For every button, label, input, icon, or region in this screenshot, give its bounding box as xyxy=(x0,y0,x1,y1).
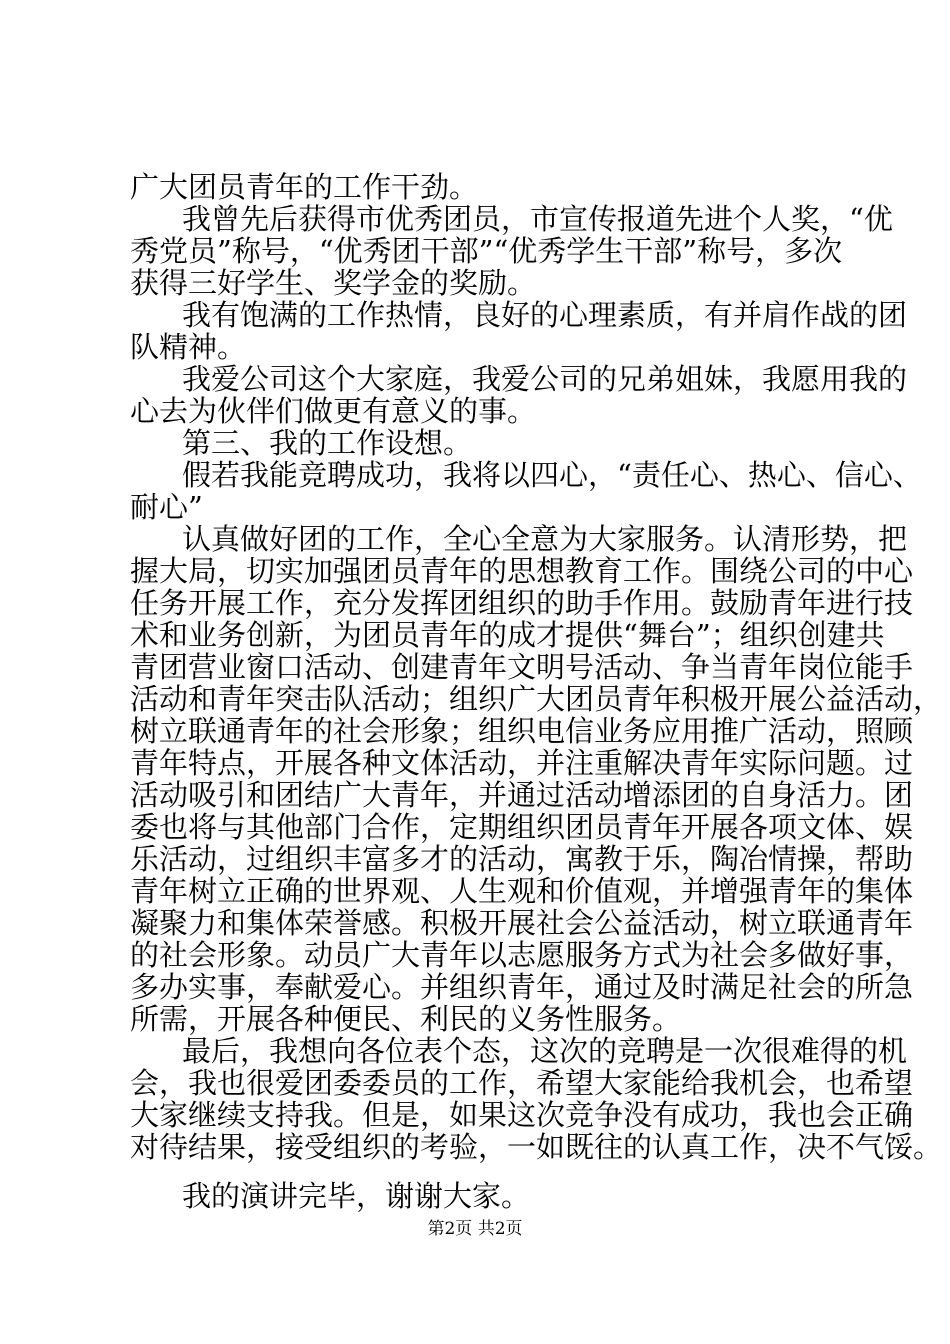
text-line: 大家继续支持我。但是，如果这次竞争没有成功，我也会正确 xyxy=(130,1098,914,1132)
text-line: 我曾先后获得市优秀团员，市宣传报道先进个人奖，“优 xyxy=(182,202,893,236)
text-line: 对待结果，接受组织的考验，一如既往的认真工作，决不气馁。 xyxy=(130,1130,943,1164)
text-line: 我有饱满的工作热情，良好的心理素质，有并肩作战的团 xyxy=(182,298,908,332)
text-line: 耐心” xyxy=(130,490,203,524)
text-line: 委也将与其他部门合作，定期组织团员青年开展各项文体、娱 xyxy=(130,810,914,844)
text-line: 青团营业窗口活动、创建青年文明号活动、争当青年岗位能手 xyxy=(130,650,914,684)
text-line: 术和业务创新，为团员青年的成才提供“舞台”；组织创建共 xyxy=(130,618,885,652)
text-line: 广大团员青年的工作干劲。 xyxy=(130,170,479,204)
text-line: 所需，开展各种便民、利民的义务性服务。 xyxy=(130,1002,682,1036)
text-line: 青年特点，开展各种文体活动，并注重解决青年实际问题。过 xyxy=(130,746,914,780)
page-number-footer: 第2页 共2页 xyxy=(427,1219,523,1239)
text-line: 活动和青年突击队活动；组织广大团员青年积极开展公益活动， xyxy=(130,682,943,716)
text-line: 假若我能竞聘成功，我将以四心，“责任心、热心、信心、 xyxy=(182,458,922,492)
text-line: 凝聚力和集体荣誉感。积极开展社会公益活动，树立联通青年 xyxy=(130,906,914,940)
text-line: 会，我也很爱团委委员的工作，希望大家能给我机会，也希望 xyxy=(130,1066,914,1100)
text-line: 乐活动，过组织丰富多才的活动，寓教于乐，陶冶情操，帮助 xyxy=(130,842,914,876)
text-line: 活动吸引和团结广大青年，并通过活动增添团的自身活力。团 xyxy=(130,778,914,812)
text-line: 树立联通青年的社会形象；组织电信业务应用推广活动，照顾 xyxy=(130,714,914,748)
text-line: 第三、我的工作设想。 xyxy=(182,426,473,460)
text-line: 多办实事，奉献爱心。并组织青年，通过及时满足社会的所急 xyxy=(130,970,914,1004)
text-line: 获得三好学生、奖学金的奖励。 xyxy=(130,266,537,300)
text-line: 握大局，切实加强团员青年的思想教育工作。围绕公司的中心 xyxy=(130,554,914,588)
text-line: 队精神。 xyxy=(130,330,247,364)
text-line: 青年树立正确的世界观、人生观和价值观，并增强青年的集体 xyxy=(130,874,914,908)
text-line: 的社会形象。动员广大青年以志愿服务方式为社会多做好事， xyxy=(130,938,914,972)
text-line: 心去为伙伴们做更有意义的事。 xyxy=(130,394,537,428)
text-line: 最后，我想向各位表个态，这次的竞聘是一次很难得的机 xyxy=(182,1034,908,1068)
text-line: 认真做好团的工作，全心全意为大家服务。认清形势，把 xyxy=(182,522,908,556)
text-line: 任务开展工作，充分发挥团组织的助手作用。鼓励青年进行技 xyxy=(130,586,914,620)
text-line: 我爱公司这个大家庭，我爱公司的兄弟姐妹，我愿用我的 xyxy=(182,362,908,396)
text-line: 秀党员”称号，“优秀团干部”“优秀学生干部”称号，多次 xyxy=(130,234,843,268)
text-line: 我的演讲完毕，谢谢大家。 xyxy=(182,1179,531,1213)
